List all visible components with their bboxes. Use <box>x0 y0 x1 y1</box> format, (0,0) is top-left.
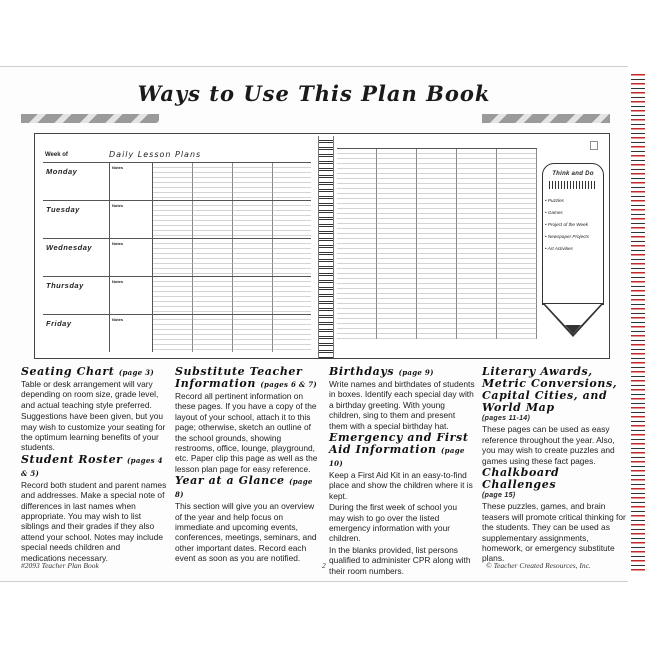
decorative-stripe-right <box>482 114 610 123</box>
notes-label: Notes <box>112 241 124 246</box>
section-text: In the blanks provided, list persons qualified to administer CPR along with their room numbers. <box>329 544 471 576</box>
lesson-grid <box>153 277 311 314</box>
pencil-list-item: • Project of the Week <box>545 222 588 227</box>
section-heading: Seating Chart (page 3) <box>21 365 154 378</box>
day-label: Thursday <box>46 281 84 290</box>
lesson-plan-illustration <box>34 133 610 359</box>
section-heading: Chalkboard Challenges <box>482 466 560 492</box>
day-label: Monday <box>46 167 78 176</box>
section-heading: Literary Awards, Metric Conversions, Capital Cities, and World Map <box>482 365 618 414</box>
notes-label: Notes <box>112 279 124 284</box>
page-ref: (page 8) <box>175 477 313 500</box>
pencil-list-item: • Art Activities <box>545 246 573 251</box>
section-text: Suggestions have been given, but you may wish to customize your seating for the optimum learning benefits of your students. <box>21 411 166 453</box>
section-text: These pages can be used as easy reference throughout the year. Also, you may wish to create puzzles and games using these fact pages. <box>482 424 615 466</box>
day-row-friday <box>43 314 311 352</box>
column-3 <box>329 365 475 577</box>
page-ref: (pages 4 & 5) <box>21 455 163 478</box>
day-row-thursday <box>43 276 311 314</box>
section-heading: Year at a Glance (page 8) <box>175 474 313 500</box>
section-text: This section will give you an overview of the year and help focus on immediate and upcoming events, conferences, meetings, seminars, and other important dates. Record each event as soon as you are notified. <box>175 501 317 564</box>
decorative-stripe-left <box>21 114 159 123</box>
day-label: Friday <box>46 319 72 328</box>
lesson-plan-title: Daily Lesson Plans <box>109 150 202 159</box>
column-4 <box>482 365 628 565</box>
footer-copyright: © Teacher Created Resources, Inc. <box>486 561 591 570</box>
pencil-list-item: • Newspaper Projects <box>545 234 589 239</box>
lesson-grid <box>153 163 311 200</box>
week-of-label: Week of <box>45 152 68 158</box>
day-row-monday <box>43 162 311 200</box>
pencil-title: Think and Do <box>552 171 594 177</box>
page-ref: (pages 11-14) <box>482 415 531 422</box>
page-ref: (page 3) <box>118 368 154 377</box>
page-ref: (page 9) <box>398 368 434 377</box>
lesson-grid <box>153 239 311 276</box>
day-row-wednesday <box>43 238 311 276</box>
notes-label: Notes <box>112 317 124 322</box>
notes-box <box>109 163 153 200</box>
day-row-tuesday <box>43 200 311 238</box>
section-text: Keep a First Aid Kit in an easy-to-find place and show the children where it is kept. <box>329 470 473 501</box>
notes-label: Notes <box>112 165 124 170</box>
page-ref: (page 10) <box>329 446 465 469</box>
lesson-grid <box>153 201 311 238</box>
pencil-list <box>545 198 601 258</box>
footer-book-id: #2093 Teacher Plan Book <box>21 561 99 570</box>
section-heading: Emergency and First Aid Information (page 10) <box>329 431 469 469</box>
section-text: Record both student and parent names and addresses. Make a special note of differences in last names when appropriate. You may wish to list siblings and their grades if they also attend your school. Notes may include special needs children and medications necessary. <box>21 479 167 563</box>
day-label: Tuesday <box>46 205 80 214</box>
section-text: Write names and birthdates of students in boxes. Identify each special day with a birthday greeting. With young children, sing to them and present them with a special birthday hat. <box>329 379 475 431</box>
spiral-binding-edge <box>631 74 645 574</box>
footer-page-number: 2 <box>322 561 326 570</box>
section-text: During the first week of school you may wish to go over the listed emergency information with your children. <box>329 502 458 544</box>
section-heading: Birthdays (page 9) <box>329 365 434 378</box>
column-1 <box>21 365 167 564</box>
lesson-grid <box>153 315 311 352</box>
page-ref: (pages 6 & 7) <box>260 380 318 389</box>
pencil-illustration <box>542 163 604 305</box>
section-heading: Substitute Teacher Information (pages 6 & 7) <box>175 365 318 390</box>
right-page-grid <box>337 148 537 339</box>
page-title: Ways to Use This Plan Book <box>137 81 491 106</box>
section-text: Table or desk arrangement will vary depending on room size, grade level, and actual teaching style preferred. <box>21 379 159 410</box>
notes-box <box>109 277 153 314</box>
pencil-lead <box>565 325 581 334</box>
notes-box <box>109 239 153 276</box>
column-2 <box>175 365 323 565</box>
notes-label: Notes <box>112 203 124 208</box>
apple-icon <box>589 138 599 153</box>
section-text: Record all pertinent information on these pages. If you have a copy of the layout of your school, attach it to this page; otherwise, sketch an outline of the school grounds, showing restrooms, office, lounge, playground, etc. Paper clip this page as well as the lesson plan page for easy reference. <box>175 391 318 474</box>
section-text: These puzzles, games, and brain teasers will promote critical thinking for the students. They can be used as supplementary assignments, homework, or emergency substitute plans. <box>482 501 626 564</box>
pencil-band <box>549 181 597 189</box>
pencil-list-item: • Puzzles <box>545 198 564 203</box>
day-label: Wednesday <box>46 243 93 252</box>
page-ref: (page 15) <box>482 492 516 500</box>
pencil-list-item: • Games <box>545 210 563 215</box>
notes-box <box>109 315 153 352</box>
spiral-binding <box>318 136 334 358</box>
notes-box <box>109 201 153 238</box>
section-heading: Student Roster (pages 4 & 5) <box>21 452 163 478</box>
plan-book-page <box>0 66 628 582</box>
